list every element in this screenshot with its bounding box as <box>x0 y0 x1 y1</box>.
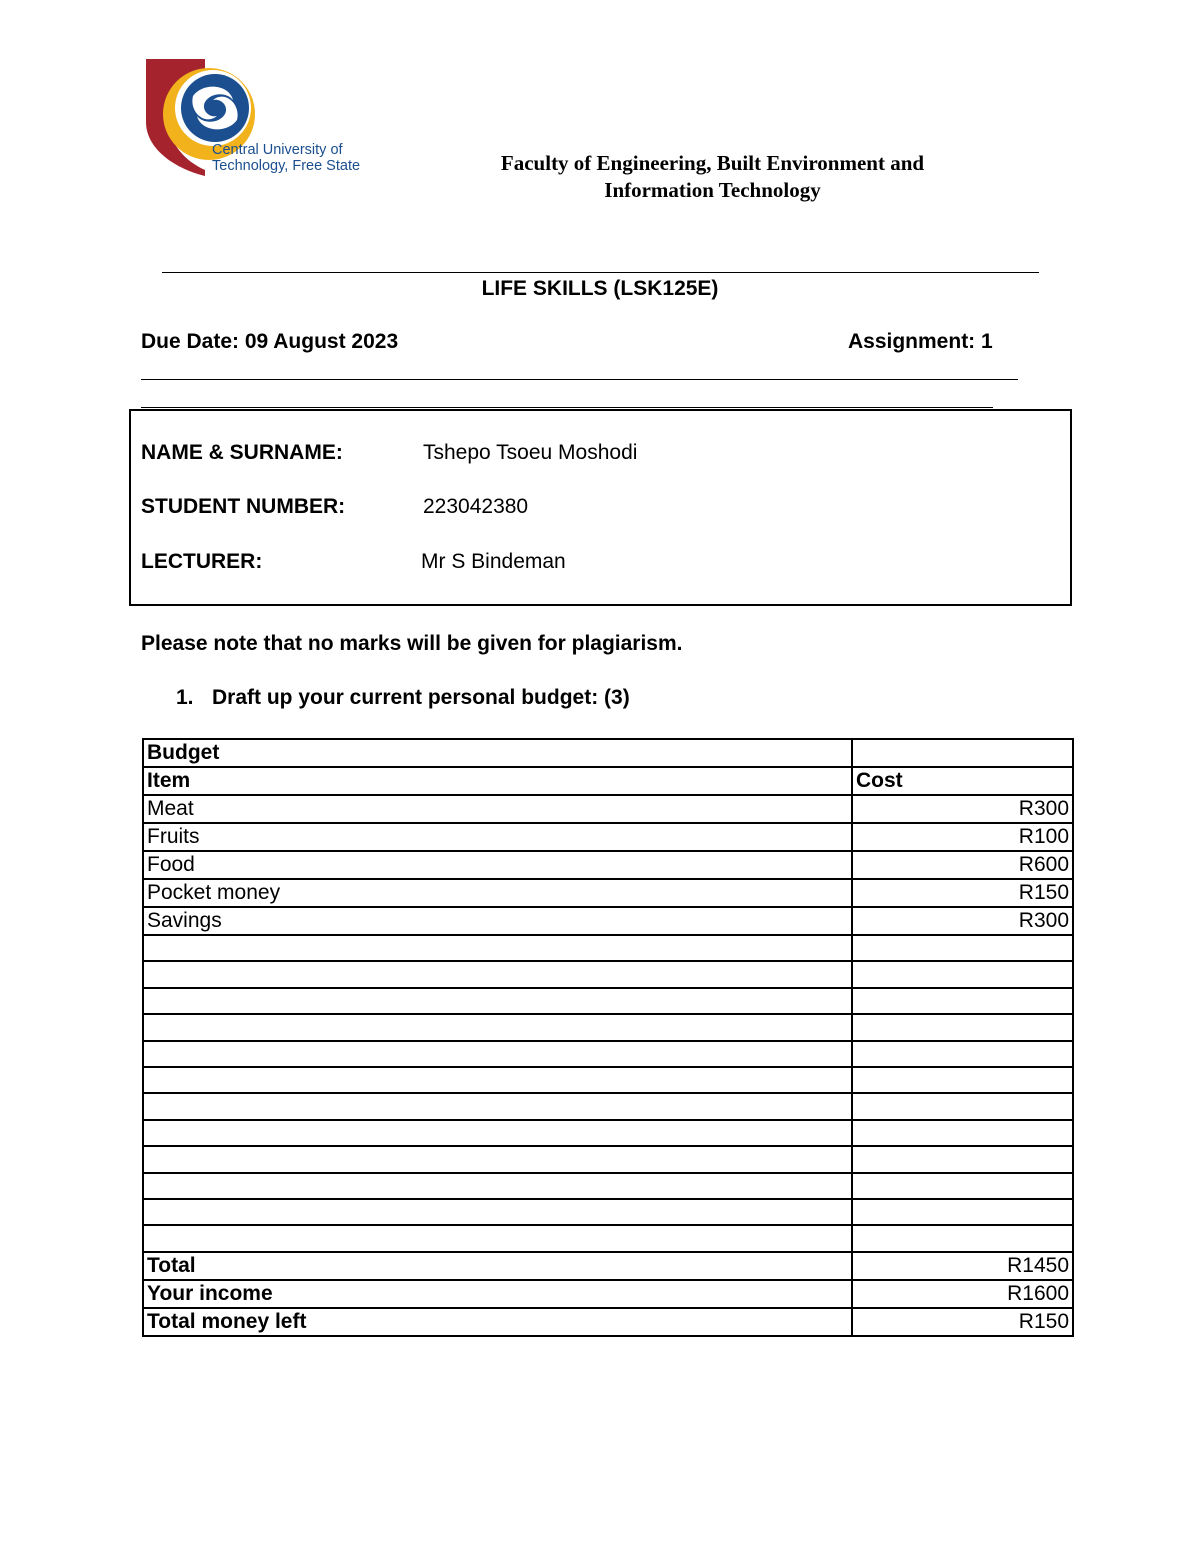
cost-cell: R100 <box>852 823 1073 851</box>
cost-cell <box>852 1120 1073 1146</box>
name-label: NAME & SURNAME: <box>141 441 343 464</box>
table-row <box>143 1067 1073 1093</box>
table-row <box>143 823 1073 851</box>
box-top-rule <box>141 407 993 408</box>
item-cell: Pocket money <box>143 879 852 907</box>
item-cell: Food <box>143 851 852 879</box>
cost-cell: R150 <box>852 879 1073 907</box>
cost-cell <box>852 1225 1073 1251</box>
cost-cell <box>852 1199 1073 1225</box>
cost-cell: R150 <box>852 1308 1073 1336</box>
header-item: Item <box>143 767 852 795</box>
item-cell: Total money left <box>143 1308 852 1336</box>
table-row <box>143 988 1073 1014</box>
cost-cell <box>852 961 1073 987</box>
cost-cell <box>852 1041 1073 1067</box>
total-row <box>143 1308 1073 1336</box>
total-row <box>143 1252 1073 1280</box>
budget-title: Budget <box>143 739 852 767</box>
due-date: Due Date: 09 August 2023 <box>141 330 399 353</box>
faculty-heading <box>440 150 985 204</box>
question-number: 1. <box>176 686 194 709</box>
logo-text-line1: Central University of <box>212 142 343 158</box>
budget-header-row <box>143 767 1073 795</box>
item-cell: Meat <box>143 795 852 823</box>
item-cell <box>143 1041 852 1067</box>
table-row <box>143 795 1073 823</box>
cost-cell: R300 <box>852 907 1073 935</box>
plagiarism-note: Please note that no marks will be given for plagiarism. <box>141 632 683 655</box>
cost-cell <box>852 988 1073 1014</box>
item-cell <box>143 1014 852 1040</box>
total-row <box>143 1280 1073 1308</box>
lecturer-label: LECTURER: <box>141 550 263 573</box>
cost-cell <box>852 935 1073 961</box>
cost-cell <box>852 1173 1073 1199</box>
header-cost: Cost <box>852 767 1073 795</box>
budget-table <box>142 738 1074 1337</box>
item-cell <box>143 1067 852 1093</box>
cost-cell: R600 <box>852 851 1073 879</box>
lecturer-value: Mr S Bindeman <box>421 550 566 573</box>
cost-cell <box>852 1093 1073 1119</box>
item-cell <box>143 961 852 987</box>
item-cell <box>143 1173 852 1199</box>
table-row <box>143 1199 1073 1225</box>
table-row <box>143 1120 1073 1146</box>
table-row <box>143 961 1073 987</box>
faculty-line2: Information Technology <box>604 178 821 202</box>
item-cell <box>143 1120 852 1146</box>
top-divider <box>162 272 1039 273</box>
table-row <box>143 1146 1073 1172</box>
table-row <box>143 851 1073 879</box>
cost-cell: R1600 <box>852 1280 1073 1308</box>
cost-cell <box>852 1014 1073 1040</box>
student-number-label: STUDENT NUMBER: <box>141 495 346 518</box>
logo-wordmark <box>212 142 360 174</box>
faculty-line1: Faculty of Engineering, Built Environment and <box>500 151 925 175</box>
assignment-number: Assignment: 1 <box>848 330 993 353</box>
budget-title-blank <box>852 739 1073 767</box>
cost-cell <box>852 1067 1073 1093</box>
item-cell <box>143 1146 852 1172</box>
question-text: Draft up your current personal budget: (3) <box>212 686 630 709</box>
item-cell <box>143 988 852 1014</box>
item-cell <box>143 935 852 961</box>
item-cell <box>143 1199 852 1225</box>
item-cell <box>143 1225 852 1251</box>
item-cell: Savings <box>143 907 852 935</box>
table-row <box>143 1173 1073 1199</box>
student-number-value: 223042380 <box>423 495 529 518</box>
name-value: Tshepo Tsoeu Moshodi <box>423 441 638 464</box>
item-cell: Your income <box>143 1280 852 1308</box>
course-title: LIFE SKILLS (LSK125E) <box>481 277 719 300</box>
table-row <box>143 935 1073 961</box>
table-row <box>143 1041 1073 1067</box>
budget-title-row <box>143 739 1073 767</box>
table-row <box>143 907 1073 935</box>
item-cell: Fruits <box>143 823 852 851</box>
table-row <box>143 1225 1073 1251</box>
cost-cell: R1450 <box>852 1252 1073 1280</box>
header-divider <box>141 379 1018 380</box>
item-cell: Total <box>143 1252 852 1280</box>
table-row <box>143 879 1073 907</box>
question-1 <box>176 686 630 710</box>
logo-text-line2: Technology, Free State <box>212 158 361 174</box>
item-cell <box>143 1093 852 1119</box>
table-row <box>143 1014 1073 1040</box>
cost-cell <box>852 1146 1073 1172</box>
table-row <box>143 1093 1073 1119</box>
cost-cell: R300 <box>852 795 1073 823</box>
